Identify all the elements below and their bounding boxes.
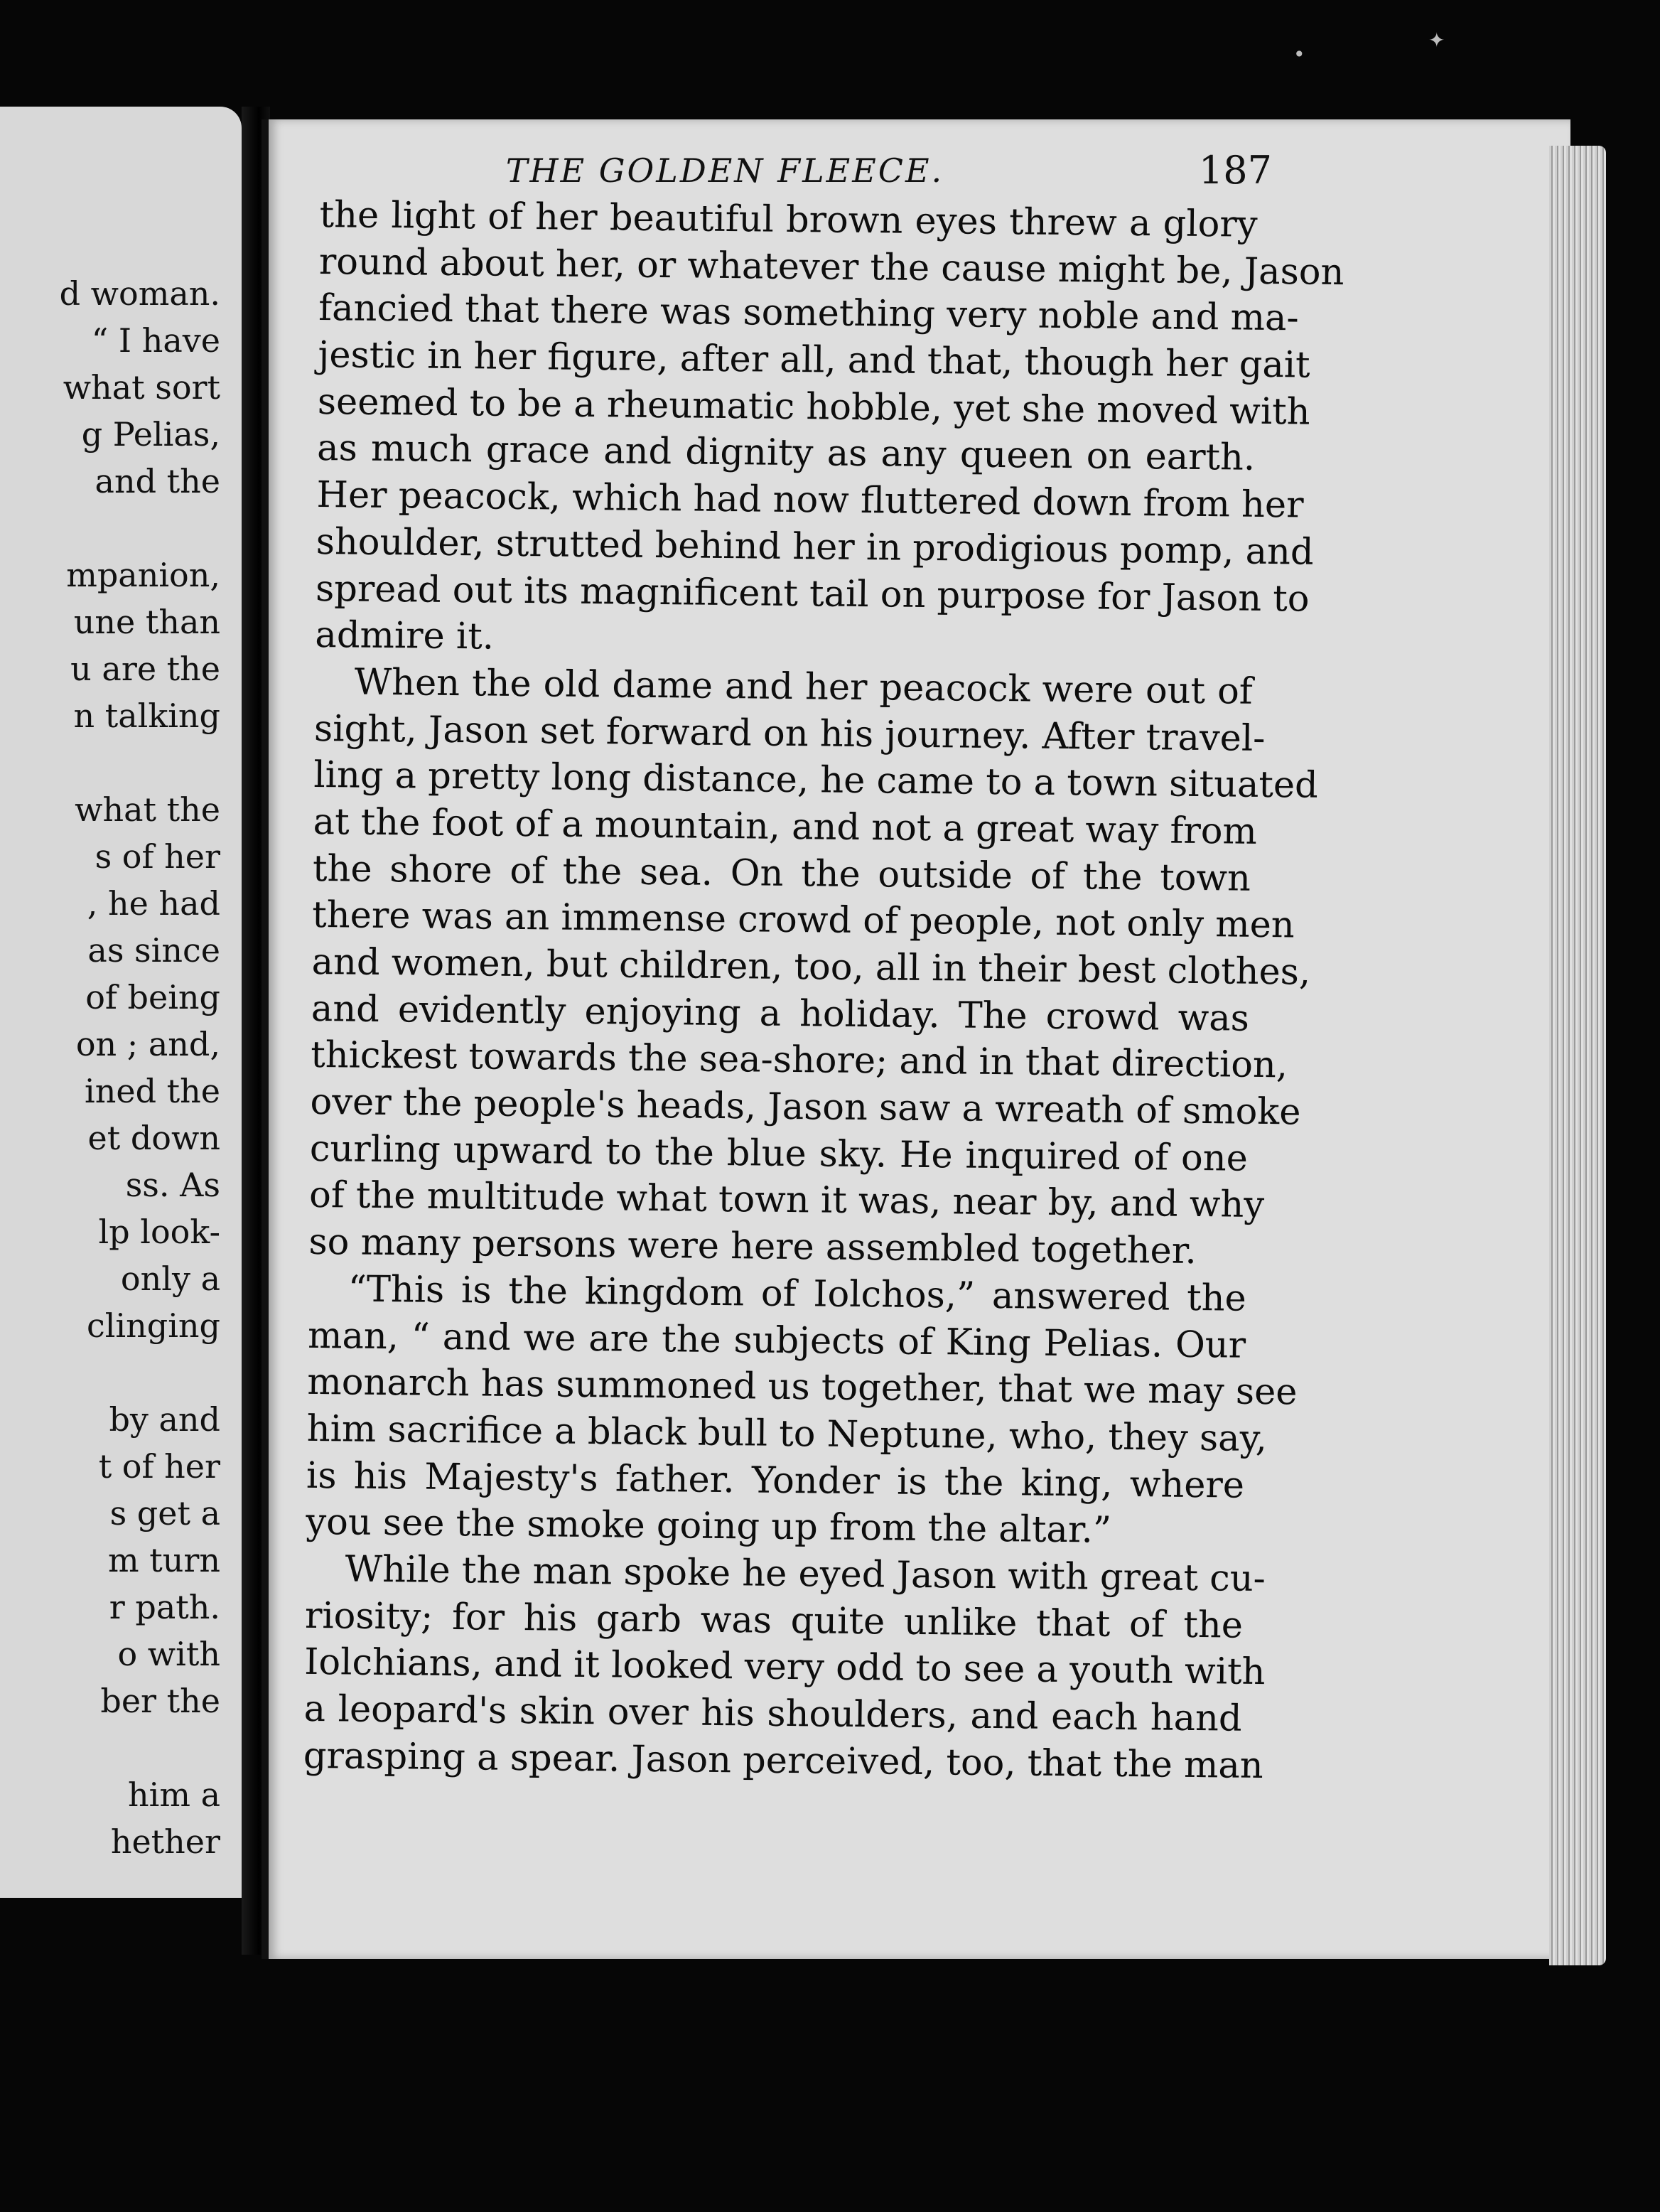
text-line: shoulder, strutted behind her in prodigious pomp, and [316, 520, 1314, 574]
text-line: you see the smoke going up from the altar.” [306, 1501, 1112, 1552]
previous-page-line: ber the [100, 1682, 220, 1720]
text-line: of the multitude what town it was, near by, and why [308, 1174, 1265, 1227]
previous-page-line: clinging [86, 1306, 220, 1345]
text-line: When the old dame and her peacock were out of [354, 661, 1254, 713]
previous-page-line: m turn [108, 1541, 220, 1579]
previous-page-line: what the [75, 790, 220, 829]
text-line: as much grace and dignity as any queen on earth. [316, 427, 1256, 480]
previous-page-line: u are the [70, 650, 220, 688]
previous-page-line: by and [109, 1400, 220, 1439]
text-line: at the foot of a mountain, and not a great way from [313, 800, 1258, 853]
previous-page-line: r path. [109, 1588, 220, 1626]
text-line: the light of her beautiful brown eyes threw a glory [319, 193, 1258, 246]
scan-speck: ✦ [1428, 28, 1445, 52]
paragraph [306, 1266, 1298, 1556]
previous-page-line: on ; and, [75, 1025, 220, 1063]
text-line: fancied that there was something very noble and ma- [318, 287, 1299, 340]
previous-page-line: ss. As [125, 1166, 220, 1204]
previous-page-line: s get a [109, 1494, 220, 1532]
previous-page-line: , he had [87, 884, 220, 923]
previous-page-fragment [0, 107, 242, 1898]
text-line: spread out its magnificent tail on purpose for Jason to [315, 567, 1310, 621]
page-body-text [303, 192, 1344, 1789]
text-line: so many persons were here assembled together. [308, 1221, 1197, 1273]
previous-page-line: et down [87, 1119, 220, 1157]
previous-page-line: s of her [95, 837, 220, 876]
scan-speck: • [1293, 43, 1305, 66]
running-title: THE GOLDEN FLEECE. [505, 151, 944, 190]
page-number: 187 [1198, 148, 1272, 193]
previous-page-line: hether [110, 1822, 220, 1861]
previous-page-line: n talking [73, 697, 220, 735]
text-line: Iolchians, and it looked very odd to see a youth with [304, 1641, 1266, 1694]
previous-page-line: as since [87, 931, 220, 970]
text-line: seemed to be a rheumatic hobble, yet she moved with [317, 380, 1310, 434]
text-line: Her peacock, which had now fluttered down from her [316, 474, 1304, 527]
text-line: him sacrifice a black bull to Neptune, who, they say, [306, 1407, 1268, 1460]
page-header [334, 142, 1272, 199]
previous-page-line: of being [85, 978, 220, 1016]
paragraph [315, 192, 1344, 669]
text-line: there was an immense crowd of people, not only men [312, 894, 1295, 947]
previous-page-line: g Pelias, [81, 415, 220, 453]
text-line: a leopard's skin over his shoulders, and each hand [303, 1687, 1242, 1740]
text-line: the shore of the sea. On the outside of the town [312, 847, 1251, 900]
paragraph [303, 1546, 1266, 1789]
previous-page-line: what sort [63, 368, 220, 407]
text-line: and evidently enjoying a holiday. The crowd was [311, 987, 1250, 1040]
previous-page-line: une than [73, 603, 220, 641]
previous-page-line: t of her [98, 1447, 220, 1486]
text-line: thickest towards the sea-shore; and in that direction, [310, 1034, 1288, 1087]
text-line: grasping a spear. Jason perceived, too, that the man [303, 1734, 1263, 1787]
paragraph [308, 659, 1319, 1276]
previous-page-line: o with [117, 1635, 220, 1673]
text-line: “This is the kingdom of Iolchos,” answered the [347, 1268, 1247, 1320]
text-line: riosity; for his garb was quite unlike that of the [304, 1594, 1244, 1647]
previous-page-line: d woman. [59, 274, 220, 313]
previous-page-line: mpanion, [66, 556, 220, 594]
text-line: While the man spoke he eyed Jason with great cu- [345, 1548, 1266, 1600]
text-line: is his Majesty's father. Yonder is the king, where [306, 1454, 1245, 1507]
text-line: curling upward to the blue sky. He inquired of one [309, 1127, 1249, 1180]
text-line: round about her, or whatever the cause might be, Jason [318, 240, 1344, 294]
page-edges [1549, 146, 1606, 1965]
previous-page-line: him a [127, 1776, 220, 1814]
text-line: and women, but children, too, all in their best clothes, [311, 940, 1311, 994]
text-line: man, “ and we are the subjects of King Pelias. Our [307, 1314, 1246, 1367]
text-line: over the people's heads, Jason saw a wreath of smoke [310, 1080, 1301, 1134]
text-line: jestic in her figure, after all, and that, though her gait [318, 334, 1310, 387]
previous-page-line: ined the [85, 1072, 220, 1110]
text-line: ling a pretty long distance, he came to a town situated [313, 754, 1319, 807]
previous-page-line: lp look- [98, 1213, 220, 1251]
text-line: admire it. [315, 614, 495, 658]
text-line: monarch has summoned us together, that we may see [307, 1361, 1298, 1414]
previous-page-line: only a [120, 1260, 220, 1298]
text-line: sight, Jason set forward on his journey. After travel- [313, 707, 1266, 760]
previous-page-line: “ I have [91, 321, 220, 360]
previous-page-line: and the [95, 462, 220, 500]
